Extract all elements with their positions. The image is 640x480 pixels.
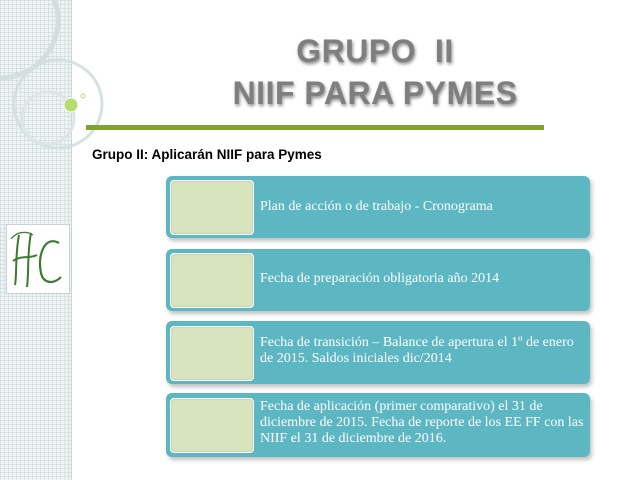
card-transition — [166, 321, 590, 384]
card-thumbnail — [170, 326, 254, 381]
subtitle: Grupo II: Aplicarán NIIF para Pymes — [92, 147, 322, 162]
card-thumbnail — [170, 398, 254, 453]
card-thumbnail — [170, 253, 254, 308]
decorative-circles — [0, 0, 110, 200]
card-thumbnail — [170, 180, 254, 235]
card-text: Fecha de preparación obligatoria año 2014 — [260, 271, 500, 286]
green-dot-icon — [64, 98, 78, 112]
card-plan — [166, 176, 590, 238]
card-preparation — [166, 249, 590, 311]
monogram-logo-icon — [7, 225, 69, 293]
card-text: Fecha de aplicación (primer comparativo) el 31 de diciembre de 2015. Fecha de reporte de los EE FF con las NIIF el 31 de diciembre de 2016. — [260, 399, 584, 446]
logo — [6, 224, 70, 294]
title-line-1: GRUPO II — [296, 33, 454, 69]
title-underline — [86, 125, 544, 130]
card-application — [166, 393, 590, 457]
title-line-2: NIIF PARA PYMES — [232, 75, 518, 111]
page-title — [120, 30, 630, 114]
card-text: Plan de acción o de trabajo - Cronograma — [260, 199, 493, 214]
card-text: Fecha de transición – Balance de apertura el 1º de enero de 2015. Saldos iniciales dic/2014 — [260, 335, 574, 366]
